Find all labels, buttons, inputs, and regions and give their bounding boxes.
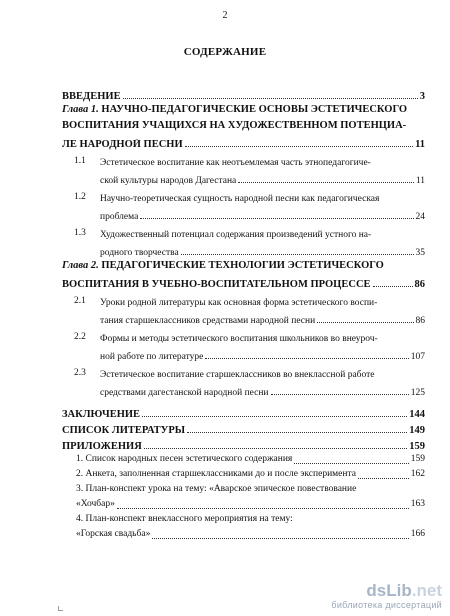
appendix-item [62,497,425,512]
toc-entry-page: 11 [415,139,425,150]
section-number: 1.3 [74,228,86,238]
section-title-line: тания старшеклассников средствами народной песни [100,316,316,326]
toc-entry-page: 162 [410,469,425,479]
chapter-title-line: НАУЧНО-ПЕДАГОГИЧЕСКИЕ ОСНОВЫ ЭСТЕТИЧЕСКОГО [101,104,408,115]
section-title-line: Художественный потенциал содержания произведений устного на- [100,230,372,240]
chapter-title-line: ЛЕ НАРОДНОЙ ПЕСНИ [62,139,183,150]
toc-entry-page: 159 [409,441,425,452]
appendix-title: 1. Список народных песен эстетического содержания [76,454,293,464]
section-number: 2.2 [74,332,86,342]
dot-leader [185,146,413,147]
appendix-item [62,527,425,542]
toc-entry-page: 11 [415,176,425,186]
dot-leader [317,322,413,323]
section-title-last [100,207,425,222]
toc-entry-label: ПРИЛОЖЕНИЯ [62,441,142,452]
section-title-last [100,347,425,362]
toc-entry-references [62,420,425,436]
section-title-line: Формы и методы эстетического воспитания школьников во внеуроч- [100,334,378,344]
toc-entry-label: ЗАКЛЮЧЕНИЕ [62,409,141,420]
toc-entry-page: 144 [409,409,425,420]
watermark-logo: dsLib.net [366,581,442,600]
section-title-line: Эстетическое воспитание старшеклассников во внеклассной работе [100,370,375,380]
chapter1-line3 [62,134,425,150]
toc-section-1-1 [62,156,425,186]
section-title-last [100,311,425,326]
appendix-list [62,452,425,542]
dot-leader [205,358,408,359]
toc-entry-intro [62,86,425,102]
toc-section-2-1 [62,296,425,326]
chapter-prefix: Глава 2. [62,260,99,271]
chapter2-line1 [62,258,425,274]
toc-section-1-3 [62,228,425,258]
toc-entry-page: 149 [409,425,425,436]
toc-entry-page: 86 [414,279,425,290]
appendix-title: 4. План-конспект внеклассного мероприятия на тему: [76,514,293,524]
appendix-title: 3. План-конспект урока на тему: «Аварское эпическое повествование [76,484,357,494]
toc-entry-page: 163 [410,499,425,509]
appendix-title: 2. Анкета, заполненная старшеклассниками до и после эксперимента [76,469,356,479]
section-title-last [100,171,425,186]
toc-entry-page: 166 [410,529,425,539]
dot-leader [358,478,409,479]
section-title-line: проблема [100,212,139,222]
toc-entry-appendices [62,436,425,452]
dot-leader [294,463,408,464]
toc-entry-label: СПИСОК ЛИТЕРАТУРЫ [62,425,186,436]
section-number: 1.2 [74,192,86,202]
section-number: 2.3 [74,368,86,378]
page-number: 2 [222,10,228,21]
dot-leader [123,98,418,99]
page-title: СОДЕРЖАНИЕ [183,46,267,58]
section-number: 1.1 [74,156,86,166]
toc-entry-page: 125 [410,388,425,398]
corner-mark [58,606,63,611]
dot-leader [181,254,414,255]
toc-entry-conclusion [62,404,425,420]
chapter1-line1 [62,102,425,118]
appendix-item [62,452,425,467]
appendix-title: «Хочбар» [76,499,115,509]
section-title-last [100,243,425,258]
section-title-line: ской культуры народов Дагестана [100,176,237,186]
dot-leader [142,416,407,417]
toc-entry-page: 107 [410,352,425,362]
toc-entry-page: 35 [415,248,425,258]
toc-entry-page: 24 [415,212,425,222]
section-number: 2.1 [74,296,86,306]
dot-leader [373,286,413,287]
section-title-line: Уроки родной литературы как основная форма эстетического воспи- [100,298,378,308]
table-of-contents [62,86,425,542]
dot-leader [271,394,409,395]
dot-leader [117,508,409,509]
chapter1-line2: ВОСПИТАНИЯ УЧАЩИХСЯ НА ХУДОЖЕСТВЕННОМ ПОТЕНЦИА- [62,120,407,131]
chapter2-line2 [62,274,425,290]
toc-entry-page: 159 [410,454,425,464]
dot-leader [238,182,414,183]
toc-section-1-2 [62,192,425,222]
toc-section-2-2 [62,332,425,362]
toc-section-2-3 [62,368,425,398]
chapter-title-line: ПЕДАГОГИЧЕСКИЕ ТЕХНОЛОГИИ ЭСТЕТИЧЕСКОГО [101,260,384,271]
section-title-line: средствами дагестанской народной песни [100,388,269,398]
toc-entry-page: 3 [419,91,425,102]
dot-leader [187,432,407,433]
section-title-line: Научно-теоретическая сущность народной песни как педагогическая [100,194,380,204]
watermark-subtitle: библиотека диссертаций [331,600,442,610]
chapter-title-line: ВОСПИТАНИЯ В УЧЕБНО-ВОСПИТАТЕЛЬНОМ ПРОЦЕССЕ [62,279,371,290]
dot-leader [152,538,408,539]
watermark [331,582,442,610]
toc-entry-page: 86 [415,316,425,326]
section-title-line: ной работе по литературе [100,352,204,362]
dot-leader [144,448,407,449]
chapter-prefix: Глава 1. [62,104,99,115]
section-title-line: Эстетическое воспитание как неотъемлемая часть этнопедагогиче- [100,158,371,168]
section-title-last [100,383,425,398]
section-title-line: родного творчества [100,248,179,258]
toc-entry-label: ВВЕДЕНИЕ [62,91,121,102]
appendix-item [62,467,425,482]
dot-leader [140,218,413,219]
appendix-title: «Горская свадьба» [76,529,151,539]
